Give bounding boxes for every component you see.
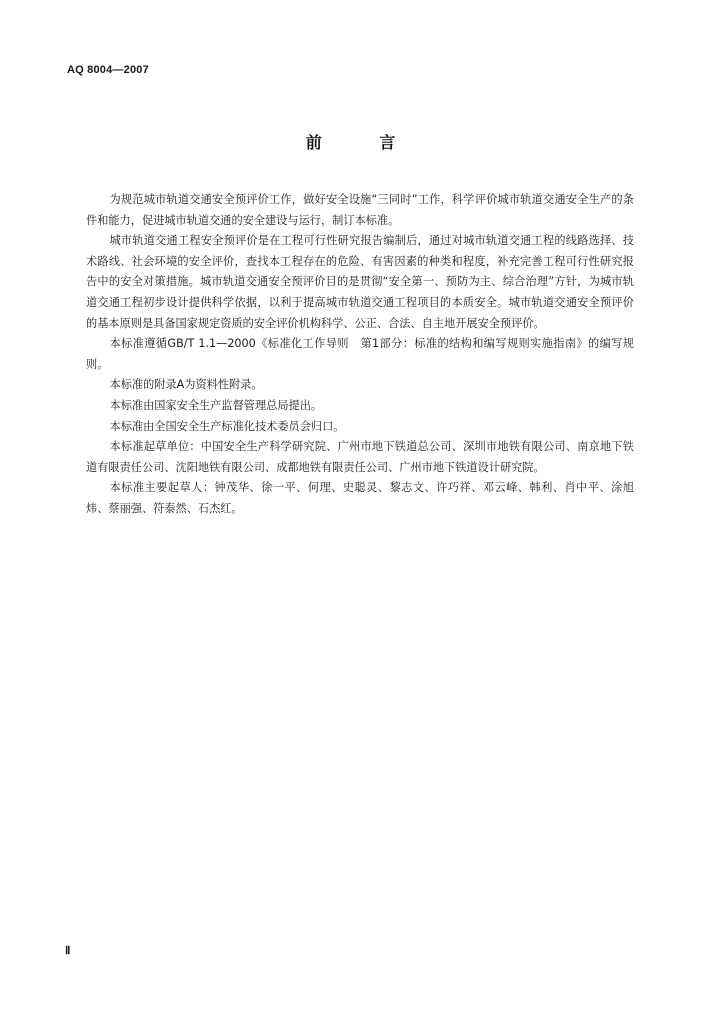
paragraph-scope: 城市轨道交通工程安全预评价是在工程可行性研究报告编制后，通过对城市轨道交通工程的线路选择、技术路线、社会环境的安全评价，查找本工程存在的危险、有害因素的种类和程度，补充完善工程可行性研究报告中的安全对策措施。城市轨道交通安全预评价目的是贯彻“安全第一、预防为主、综合治理”方针，为城市轨道交通工程初步设计提供科学依据，以利于提高城市轨道交通工程项目的本质安全。城市轨道交通安全预评价的基本原则是具备国家规定资质的安全评价机构科学、公正、合法、自主地开展安全预评价。	[86, 234, 634, 330]
paragraph-drafting-rules: 本标准遵循GB/T 1.1—2000《标准化工作导则 第1部分：标准的结构和编写规则实施指南》的编写规则。	[86, 337, 634, 371]
paragraph-annex: 本标准的附录A为资料性附录。	[109, 378, 263, 392]
paragraph-drafting-units: 本标准起草单位：中国安全生产科学研究院、广州市地下铁道总公司、深圳市地铁有限公司、南京地下铁道有限责任公司、沈阳地铁有限公司、成都地铁有限责任公司、广州市地下铁道设计研究院。	[86, 440, 634, 474]
paragraph-proposer: 本标准由国家安全生产监督管理总局提出。	[109, 398, 323, 412]
paragraph-purpose: 为规范城市轨道交通安全预评价工作，做好安全设施“三同时”工作，科学评价城市轨道交通安全生产的条件和能力，促进城市轨道交通的安全建设与运行，制订本标准。	[86, 193, 634, 227]
foreword-body	[86, 190, 634, 520]
paragraph-drafters: 本标准主要起草人：钟茂华、徐一平、何理、史聪灵、黎志文、许巧祥、邓云峰、韩利、肖中平、涂旭炜、蔡丽强、符泰然、石杰红。	[86, 481, 634, 515]
page-title: 前 言	[305, 133, 422, 152]
standard-code: AQ 8004—2007	[67, 64, 149, 76]
page-number: Ⅱ	[65, 945, 71, 957]
paragraph-administrator: 本标准由全国安全生产标准化技术委员会归口。	[109, 419, 345, 433]
